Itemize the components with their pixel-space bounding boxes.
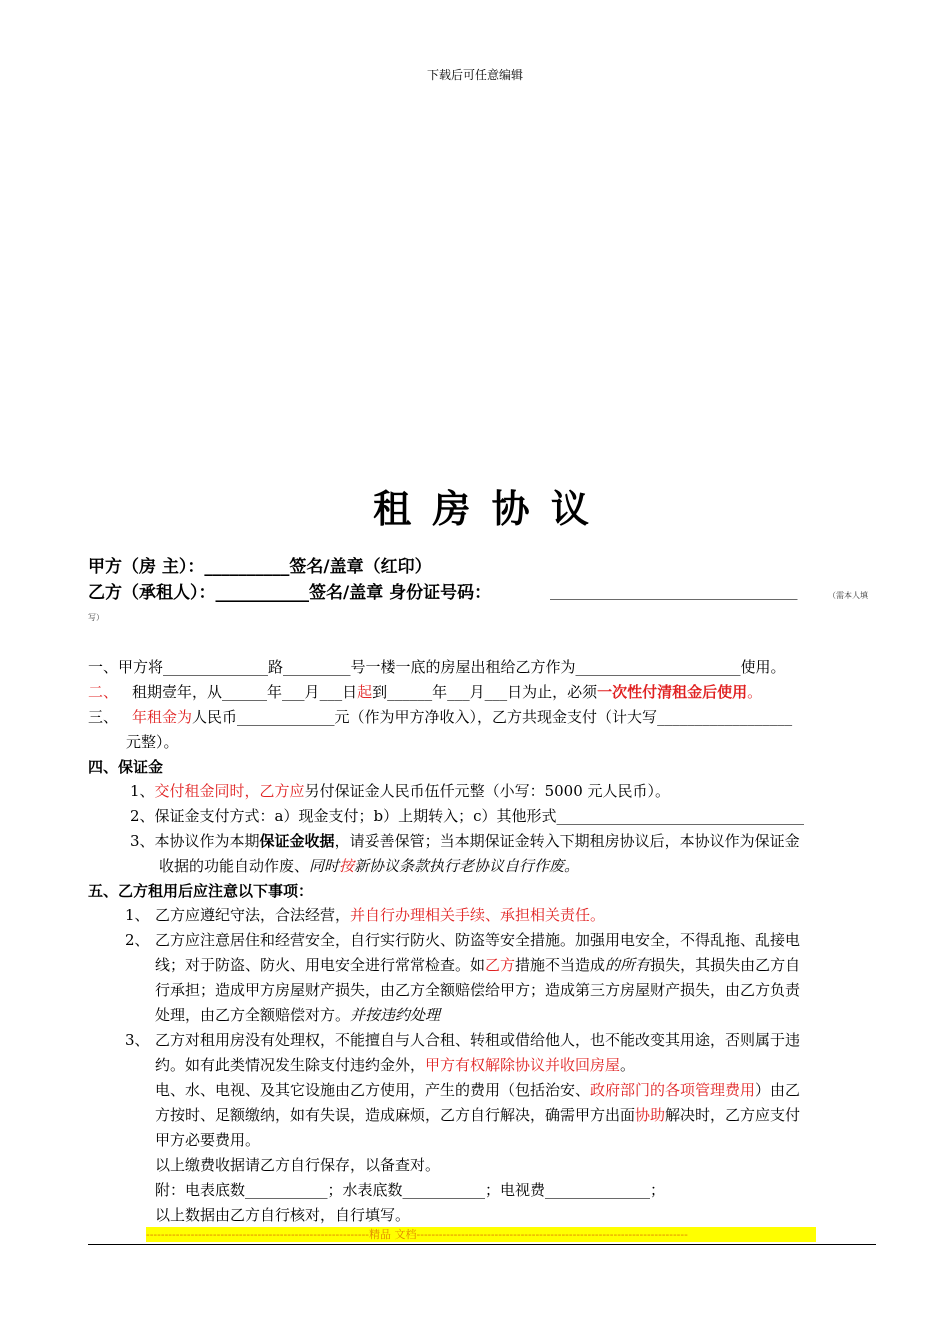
s2-blank: ___ xyxy=(282,683,305,701)
section-5-heading: 五、乙方租用后应注意以下事项： xyxy=(88,882,314,900)
s5-text: ；电视费 xyxy=(485,1181,546,1199)
s4-item-text: 2、保证金支付方式：a）现金支付；b）上期转入；c）其他形式 xyxy=(130,807,557,825)
s5-text: 解决时，乙方应支付 xyxy=(665,1106,801,1124)
s2-text: 日为止，必须 xyxy=(507,683,598,701)
s4-item-text-italic: 新协议条款执行老协议自行作废。 xyxy=(354,857,580,875)
s1-blank-road: ______________ xyxy=(163,658,269,676)
section-3-cont: 元整）。 xyxy=(126,733,179,751)
s5-item-text-italic: 并按违约处理 xyxy=(350,1006,441,1024)
s4-item-text: 另付保证金人民币伍仟元整（小写：5000 元人民币）。 xyxy=(304,782,671,800)
s2-text: 月 xyxy=(469,683,485,701)
s2-text-red-bold: 一次性付清租金后使用 xyxy=(597,683,748,701)
s5-item-3-line-2 xyxy=(155,1054,635,1076)
s2-text: 到 xyxy=(372,683,388,701)
s5-item-2-number: 2、 xyxy=(125,931,150,949)
s5-item-text: 线；对于防盗、防火、用电安全进行常常检查。如 xyxy=(155,956,486,974)
s4-item-3 xyxy=(130,830,800,852)
s1-blank-purpose: ______________________ xyxy=(575,658,741,676)
s5-text-red: 政府部门的各项管理费用 xyxy=(590,1081,756,1099)
s2-text-red: 起 xyxy=(357,683,373,701)
s3-text: 元（作为甲方净收入），乙方共现金支付（计大写 xyxy=(334,708,658,726)
s2-text: 租期壹年，从 xyxy=(132,683,223,701)
s2-blank: ______ xyxy=(387,683,433,701)
party-b-blank: ___________ xyxy=(215,583,309,603)
s2-text-red: 。 xyxy=(747,683,763,701)
s5-item-2-line-2 xyxy=(155,954,800,976)
s5-item-text: 处理，由乙方全额赔偿对方。 xyxy=(155,1006,351,1024)
party-b-line xyxy=(88,582,491,604)
s3-blank: __________________ xyxy=(657,708,793,726)
s4-item-2 xyxy=(130,805,804,827)
s2-text: 年 xyxy=(432,683,448,701)
party-b-note-cont: 写） xyxy=(88,613,104,622)
footer-divider xyxy=(88,1244,876,1245)
s2-blank: ___ xyxy=(447,683,470,701)
s3-text-red: 年租金为 xyxy=(132,708,193,726)
party-b-note: （需本人填 xyxy=(828,591,868,600)
s5-item-text-red: 甲方有权解除协议并收回房屋 xyxy=(425,1056,621,1074)
s4-item-text-red: 交付租金同时，乙方应 xyxy=(154,782,305,800)
s4-item-text: ，请妥善保管；当本期保证金转入下期租房协议后，本协议作为保证金 xyxy=(334,832,800,850)
water-meter-blank: ___________ xyxy=(402,1181,486,1199)
s5-item-text: 措施不当造成 xyxy=(515,956,606,974)
s5-paragraph-4: 以上缴费收据请乙方自行保存，以备查对。 xyxy=(155,1156,441,1174)
party-b-id-blank: _________________________________ xyxy=(550,582,798,600)
party-a-label: 甲方（房 主）： xyxy=(88,557,205,577)
s5-text: 电、水、电视、及其它设施由乙方使用，产生的费用（包括治安、 xyxy=(155,1081,591,1099)
party-b-sign: 签名/盖章 身份证号码： xyxy=(309,583,492,603)
s5-item-3-line-1: 乙方对租用房没有处理权，不能擅自与人合租、转租或借给他人，也不能改变其用途，否则属于违 xyxy=(155,1031,801,1049)
s4-item-text-bold: 保证金收据 xyxy=(259,832,335,850)
tv-fee-blank: ______________ xyxy=(545,1181,651,1199)
s5-item-1-number: 1、 xyxy=(125,906,150,924)
s5-paragraph-3: 甲方必要费用。 xyxy=(155,1131,261,1149)
s5-item-text: 约。如有此类情况发生除支付违约金外， xyxy=(155,1056,426,1074)
s5-text: 附：电表底数 xyxy=(155,1181,246,1199)
s5-paragraph-1 xyxy=(155,1079,800,1101)
section-1 xyxy=(88,656,786,678)
section-2 xyxy=(88,681,762,703)
s2-text: 月 xyxy=(304,683,320,701)
s4-item-1 xyxy=(130,780,670,802)
footer-banner: ------------------------------------------------------------精品 文档------------------------------------------------------------------------- xyxy=(146,1227,816,1242)
section-3 xyxy=(88,706,792,728)
s3-blank: _____________ xyxy=(237,708,335,726)
s5-item-text-red: 乙方 xyxy=(485,956,516,974)
party-a-line xyxy=(88,556,432,578)
s5-item-2-line-3: 行承担；造成甲方房屋财产损失，由乙方全额赔偿给甲方；造成第三方房屋财产损失，由乙方负责 xyxy=(155,981,801,999)
s5-paragraph-6: 以上数据由乙方自行核对，自行填写。 xyxy=(155,1206,411,1224)
s5-item-text: 损失，其损失由乙方自 xyxy=(650,956,801,974)
s2-blank: ___ xyxy=(484,683,508,701)
party-a-blank: __________ xyxy=(204,557,290,577)
page-title: 租 房 协 议 xyxy=(373,487,593,531)
s3-number: 三、 xyxy=(88,708,119,726)
s1-text: 使用。 xyxy=(740,658,786,676)
s5-text: ； xyxy=(650,1181,666,1199)
section-4-heading: 四、保证金 xyxy=(88,758,164,776)
s5-text: 方按时、足额缴纳，如有失误，造成麻烦，乙方自行解决，确需甲方出面 xyxy=(155,1106,636,1124)
s4-item-text-italic: 同时 xyxy=(309,857,340,875)
s2-blank: ___ xyxy=(319,683,343,701)
party-b-label: 乙方（承租人）： xyxy=(88,583,216,603)
s4-item-text-red: 按 xyxy=(339,857,355,875)
s5-item-1 xyxy=(155,904,605,926)
s5-text: ；水表底数 xyxy=(327,1181,403,1199)
s5-item-3-number: 3、 xyxy=(125,1031,150,1049)
s5-item-text-red: 并自行办理相关手续、承担相关责任。 xyxy=(350,906,606,924)
s5-item-text-italic: 的所有 xyxy=(605,956,651,974)
s2-text: 年 xyxy=(267,683,283,701)
s3-text: 人民币 xyxy=(192,708,238,726)
s5-text: ）由乙 xyxy=(755,1081,801,1099)
s1-text: 号一楼一底的房屋出租给乙方作为 xyxy=(350,658,576,676)
s2-blank: ______ xyxy=(222,683,268,701)
s4-item-text: 收据的功能自动作废、 xyxy=(159,857,310,875)
s5-meter-readings xyxy=(155,1179,665,1201)
header-note: 下载后可任意编辑 xyxy=(426,68,523,82)
s5-item-2-line-1: 乙方应注意居住和经营安全，自行实行防火、防盗等安全措施。加强用电安全，不得乱拖、乱接电 xyxy=(155,931,801,949)
s2-text: 日 xyxy=(342,683,358,701)
s2-number: 二、 xyxy=(88,683,119,701)
electric-meter-blank: ___________ xyxy=(245,1181,328,1199)
s4-item-blank: _________________________________ xyxy=(556,807,804,825)
s5-text-red: 协助 xyxy=(635,1106,666,1124)
party-a-sign: 签名/盖章（红印） xyxy=(289,557,432,577)
s5-item-text: 乙方应遵纪守法，合法经营， xyxy=(155,906,351,924)
s5-item-2-line-4 xyxy=(155,1004,440,1026)
s1-blank-number: _________ xyxy=(283,658,351,676)
s4-item-3-cont xyxy=(159,855,579,877)
s4-item-text: 3、本协议作为本期 xyxy=(130,832,260,850)
s4-item-number: 1、 xyxy=(130,782,155,800)
s1-text: 一、甲方将 xyxy=(88,658,164,676)
s5-paragraph-2 xyxy=(155,1104,800,1126)
s1-text: 路 xyxy=(268,658,284,676)
s5-item-text: 。 xyxy=(620,1056,636,1074)
